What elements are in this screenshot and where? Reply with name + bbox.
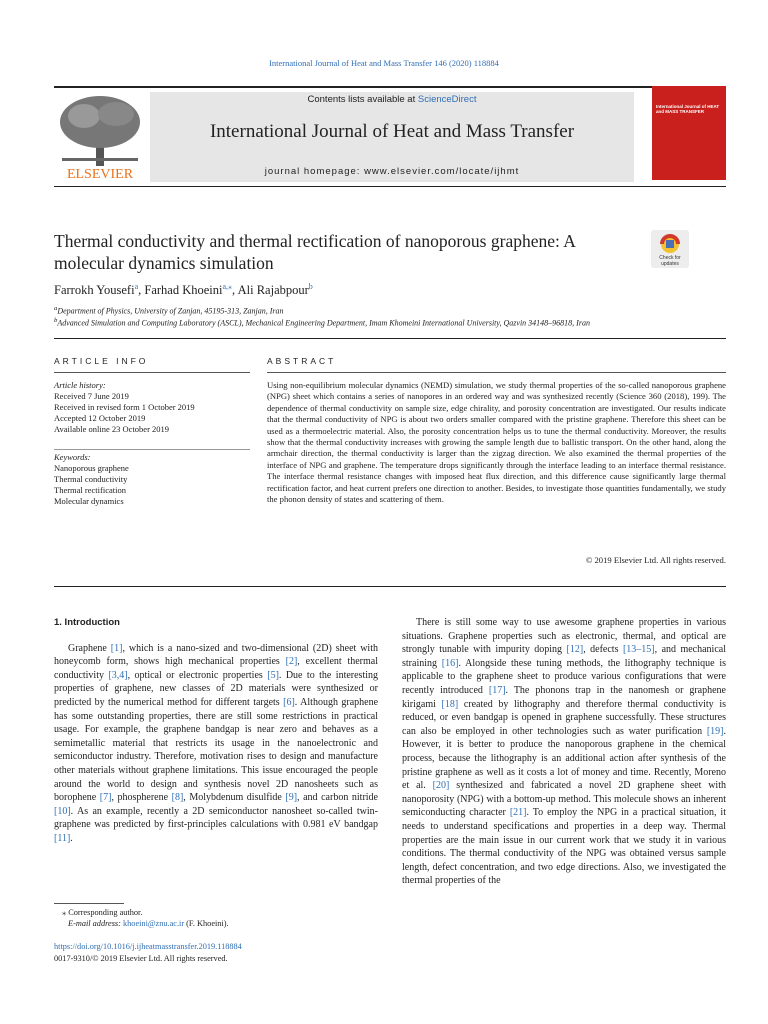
citation-link[interactable]: [7]	[99, 792, 112, 804]
article-info-rule	[54, 372, 250, 373]
intro-paragraph-1: Graphene [1], which is a nano-sized and two-dimensional (2D) sheet with honeycomb form, shows high mechanical properties [2], excellent thermal conductivity [3,4], optical or electronic properties [5]. Due to the interesting properties of graphene, new classes of 2D materials were synthesized or predicted by the numerical method for different targets [6]. Although graphene has some outstanding properties, there are still some restrictions in practical usage. For example, the graphene bandgap is near zero and behaves as a semimetallic material that restricts its usage in the nanoelectronic and semiconductor industry. Therefore, motivation rises to design and manufacture other materials without graphene limitations. This issue encouraged the people around the world to design and synthesis novel 2D nanosheets such as borophene [7], phospherene [8], Molybdenum disulfide [9], and carbon nitride [10]. As an example, recently a 2D semiconductor nanosheet so-called twin-graphene was predicted by first-principles calculations with 0.981 eV bandgap [11].	[54, 642, 379, 844]
issn-copyright: 0017-9310/© 2019 Elsevier Ltd. All rights reserved.	[54, 954, 228, 963]
svg-text:Check for: Check for	[659, 255, 681, 261]
citation-link[interactable]: [5]	[267, 669, 279, 681]
intro-paragraph-2: There is still some way to use awesome graphene properties in various situations. Graphene properties such as electronic, thermal, and optical are strongly tunable with impurity doping [12], defects [13–15], and mechanical straining [16]. Alongside these tuning methods, the lithography technique is applicable to the graphene sheet to produce various configurations that were recently introduced [17]. The phonons trap in the nanomesh or graphene kirigami [18] created by lithography and therefore thermal conductivity is reduced, or even bandgap is opened in graphene successfully. These structures can also be employed in other technologies such as water purification [19]. However, it is better to produce the nanoporous graphene in the chemical process, because the lithography is an additional action after synthesis of the pristine graphene as well as it costs a lot of money and time. Recently, Moreno et al. [20] synthesized and fabricated a novel 2D graphene sheet with nanoporosity (NPG) with a bottom-up method. This molecule shows an inherent semiconducting character [21]. To employ the NPG in a practical situation, it needs to understand specifications and properties in a deep way. Thermal properties are the main issue in our current work that we study it in various conditions. The thermal conductivity of the NPG was obtained versus sample length, defect concentration, and two edge directions. Also, we investigated the thermal properties of the	[402, 617, 726, 887]
citation-link[interactable]: [10]	[54, 805, 71, 817]
citation-link[interactable]: [16]	[441, 657, 459, 669]
cover-title: International Journal of HEAT and MASS TRANSFER	[656, 104, 720, 114]
header-bottom-rule	[54, 186, 726, 187]
header-rule	[54, 86, 726, 88]
citation-link[interactable]: [1]	[110, 642, 123, 654]
keyword-item: Thermal conductivity	[54, 474, 128, 484]
citation-link[interactable]: [6]	[283, 696, 295, 708]
check-updates-icon	[651, 230, 689, 268]
svg-text:updates: updates	[661, 261, 679, 267]
citation-link[interactable]: [8]	[171, 792, 184, 804]
abstract-end-rule	[54, 586, 726, 587]
email-suffix: (F. Khoeini).	[184, 919, 229, 928]
citation-link[interactable]: [21]	[509, 807, 527, 819]
citation-link[interactable]: [20]	[432, 780, 450, 792]
doi-link[interactable]: https://doi.org/10.1016/j.ijheatmasstransfer.2019.118884	[54, 942, 242, 951]
email-link[interactable]: khoeini@znu.ac.ir	[123, 919, 185, 928]
section-rule	[54, 338, 726, 339]
abstract-heading: ABSTRACT	[267, 356, 337, 366]
email-label: E-mail address:	[68, 919, 123, 928]
citation-link[interactable]: [19]	[706, 725, 724, 737]
affiliation-marker[interactable]: a	[134, 282, 139, 291]
sciencedirect-link[interactable]: ScienceDirect	[417, 94, 477, 105]
affiliation-a-text: Department of Physics, University of Zanjan, 45195-313, Zanjan, Iran	[57, 306, 284, 316]
affiliation-marker[interactable]: a,⁎	[222, 282, 233, 291]
citation-link[interactable]: [3,4]	[108, 669, 128, 681]
keyword-item: Nanoporous graphene	[54, 463, 129, 473]
history-label: Article history:	[54, 380, 106, 390]
journal-cover-thumbnail[interactable]	[652, 86, 726, 180]
abstract-body: Using non-equilibrium molecular dynamics (NEMD) simulation, we study thermal properties of the so-called nanoporous graphene (NPG) sheet which contains a series of nanopores in an ordered way and was synthesized recently (Science 360 (2018), 199). The dependence of thermal conductivity on sample size, edge chirality, and porosity concentration are investigated. Our results indicate that the thermal conductivity of NPG is about two orders smaller compared with the pristine graphene. Therefore this sheet can be used as a thermoelectric material. Also, the porosity concentration helps us to tune the thermal conductivity. Moreover, the results show that the thermal conductivity increases with growing the sample length due to ballistic transport. On the other hand, along the armchair direction, the thermal conductivity is larger than the zigzag direction. We also examined the thermal properties of the interface of NPG and graphene. The temperature drops significantly through the interface leading to an interface thermal resistance. The interface thermal resistance changes with imposed heat flux direction, and this difference cause significantly large thermal rectification factor, and heat current prefers one direction to another. Besides, to investigate those quantities fundamentally, we study the phonon density of states and scattering of them.	[267, 380, 726, 505]
author-name: Farhad Khoeini	[144, 283, 223, 298]
contents-prefix: Contents lists available at	[307, 94, 418, 105]
copyright-notice: © 2019 Elsevier Ltd. All rights reserved.	[585, 555, 726, 565]
keywords-rule	[54, 449, 250, 450]
affiliation-marker[interactable]: b	[308, 282, 313, 291]
affiliation-b: $^b$Advanced Simulation and Computing Laboratory (ASCL), Mechanical Engineering Department, Imam Khomeini International University, Qazvin 34148–96818, Iran	[54, 317, 590, 328]
article-history	[54, 380, 254, 435]
journal-citation[interactable]: International Journal of Heat and Mass Transfer 146 (2020) 118884	[269, 58, 499, 68]
history-item: Received in revised form 1 October 2019	[54, 402, 195, 412]
article-info-heading: ARTICLE INFO	[54, 356, 149, 366]
section-heading-introduction: 1. Introduction	[54, 617, 120, 628]
elsevier-tree-icon	[54, 92, 146, 182]
check-for-updates-button[interactable]	[651, 230, 689, 268]
citation-link[interactable]: [9]	[285, 792, 298, 804]
affiliation-b-text: Advanced Simulation and Computing Laboratory (ASCL), Mechanical Engineering Department, Imam Khomeini International University, Qazvin 34148–96818, Iran	[57, 318, 590, 328]
footnote	[54, 907, 378, 929]
journal-title: International Journal of Heat and Mass Transfer	[209, 121, 575, 142]
citation-link[interactable]: [11]	[54, 832, 71, 844]
affiliation-a: $^a$Department of Physics, University of Zanjan, 45195-313, Zanjan, Iran	[54, 305, 284, 316]
keyword-item: Thermal rectification	[54, 485, 126, 495]
email-line	[54, 918, 378, 929]
author-list: Farrokh Yousefi$^a$, Farhad Khoeini$^{a,⁎}$, Ali Rajabpour$^b$	[54, 282, 313, 298]
history-item: Received 7 June 2019	[54, 391, 129, 401]
elsevier-logo	[54, 92, 146, 182]
abstract-rule	[267, 372, 726, 373]
elsevier-wordmark: ELSEVIER	[66, 167, 134, 182]
paper-title: Thermal conductivity and thermal rectification of nanoporous graphene: A molecular dynamics simulation	[54, 231, 575, 273]
citation-link[interactable]: [2]	[285, 656, 298, 668]
corresponding-author-note: ⁎ Corresponding author.	[62, 908, 143, 917]
keywords	[54, 452, 254, 507]
footnote-rule	[54, 903, 124, 904]
body-column-left	[54, 616, 378, 846]
citation-link[interactable]: [12]	[566, 644, 584, 656]
keywords-label: Keywords:	[54, 452, 91, 462]
contents-available-line	[150, 94, 634, 105]
author-name: Ali Rajabpour	[237, 283, 309, 298]
body-column-right	[402, 616, 726, 888]
history-item: Accepted 12 October 2019	[54, 413, 146, 423]
journal-homepage[interactable]: journal homepage: www.elsevier.com/locate/ijhmt	[264, 166, 520, 177]
author-name: Farrokh Yousefi	[54, 283, 135, 298]
keyword-item: Molecular dynamics	[54, 496, 124, 506]
citation-link[interactable]: [18]	[441, 698, 459, 710]
citation-link[interactable]: [17]	[488, 684, 506, 696]
history-item: Available online 23 October 2019	[54, 424, 170, 434]
citation-link[interactable]: [13–15]	[622, 644, 655, 656]
